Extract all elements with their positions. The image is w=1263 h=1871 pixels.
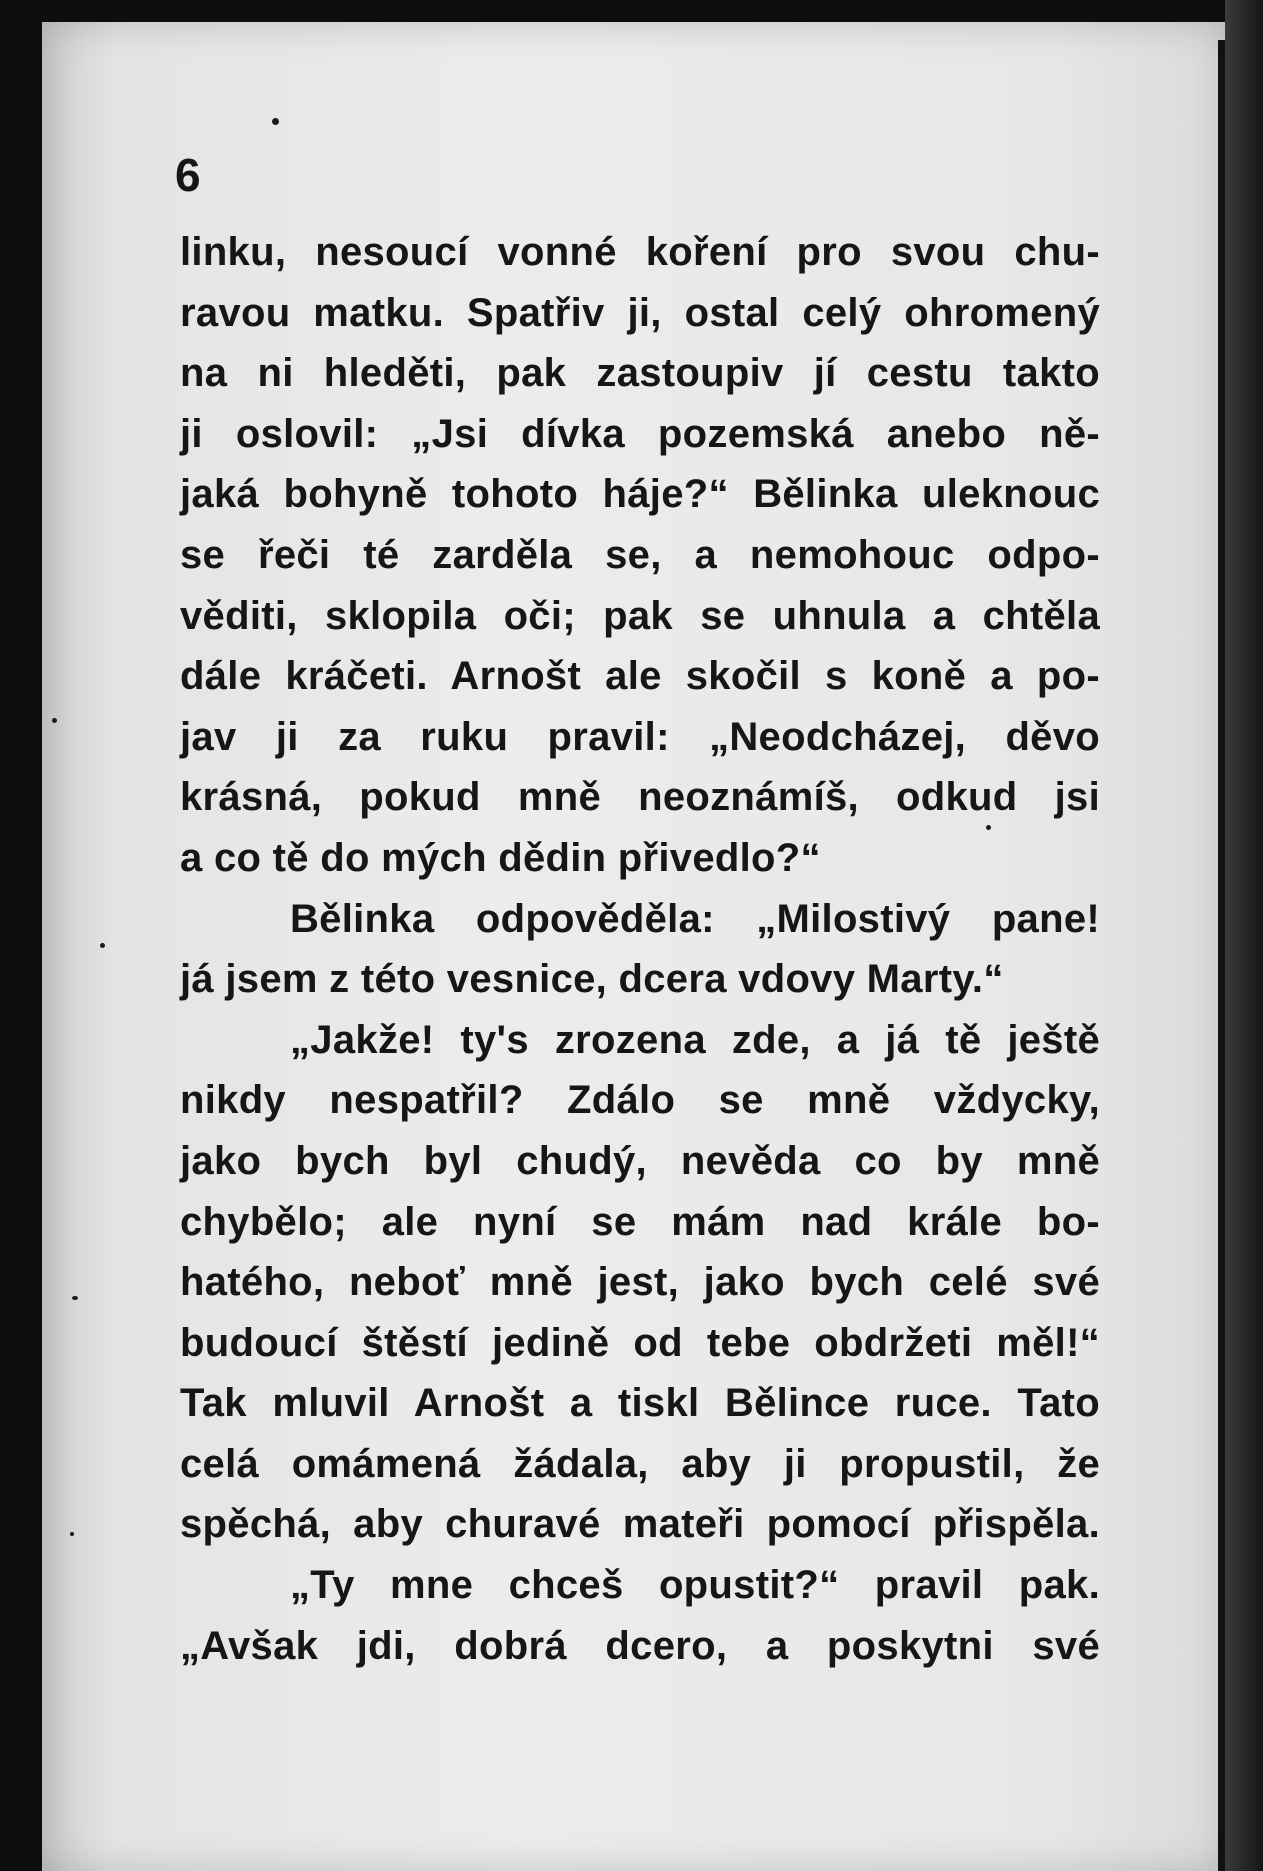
text-line: „Avšak jdi, dobrá dcero, a poskytni své xyxy=(180,1623,1100,1668)
text-line: Tak mluvil Arnošt a tiskl Bělince ruce. Tato xyxy=(180,1381,1100,1426)
page-number: 6 xyxy=(175,149,201,201)
text-line: hatého, neboť mně jest, jako bych celé své xyxy=(180,1260,1100,1305)
body-text xyxy=(180,222,1100,1676)
text-line: budoucí štěstí jedině od tebe obdržeti měl!“ xyxy=(180,1320,1100,1365)
text-line: já jsem z této vesnice, dcera vdovy Marty.“ xyxy=(180,957,1004,1002)
ink-speck xyxy=(52,718,57,723)
text-line: „Ty mne chceš opustit?“ pravil pak. xyxy=(290,1563,1100,1608)
page-edge-shadow xyxy=(1218,40,1225,1871)
text-line: jako bych byl chudý, nevěda co by mně xyxy=(180,1138,1100,1183)
text-line: ravou matku. Spatřiv ji, ostal celý ohromený xyxy=(180,290,1100,335)
text-line: jav ji za ruku pravil: „Neodcházej, děvo xyxy=(180,714,1100,759)
scan-border xyxy=(1225,0,1263,1871)
ink-speck xyxy=(100,943,105,948)
text-line: se řeči té zarděla se, a nemohouc odpo- xyxy=(180,532,1100,577)
text-line: krásná, pokud mně neoznámíš, odkud jsi xyxy=(180,775,1100,820)
text-line: nikdy nespatřil? Zdálo se mně vždycky, xyxy=(180,1078,1100,1123)
ink-speck xyxy=(70,1532,74,1536)
text-line: a co tě do mých dědin přivedlo?“ xyxy=(180,835,821,880)
text-line: ji oslovil: „Jsi dívka pozemská anebo ně- xyxy=(180,411,1100,456)
text-line: chybělo; ale nyní se mám nad krále bo- xyxy=(180,1199,1100,1244)
text-line: spěchá, aby churavé mateři pomocí přispěla. xyxy=(180,1502,1100,1547)
text-line: „Jakže! ty's zrozena zde, a já tě ještě xyxy=(290,1017,1100,1062)
ink-speck xyxy=(272,118,279,125)
text-line: linku, nesoucí vonné koření pro svou chu- xyxy=(180,230,1100,274)
text-line: věditi, sklopila oči; pak se uhnula a chtěla xyxy=(180,593,1100,638)
text-line: na ni hleděti, pak zastoupiv jí cestu takto xyxy=(180,351,1100,396)
text-line: Bělinka odpověděla: „Milostivý pane! xyxy=(290,896,1100,941)
text-line: celá omámená žádala, aby ji propustil, že xyxy=(180,1441,1100,1486)
text-line: dále kráčeti. Arnošt ale skočil s koně a po- xyxy=(180,654,1100,699)
text-line: jaká bohyně tohoto háje?“ Bělinka uleknouc xyxy=(180,472,1100,517)
ink-speck xyxy=(72,1296,78,1300)
